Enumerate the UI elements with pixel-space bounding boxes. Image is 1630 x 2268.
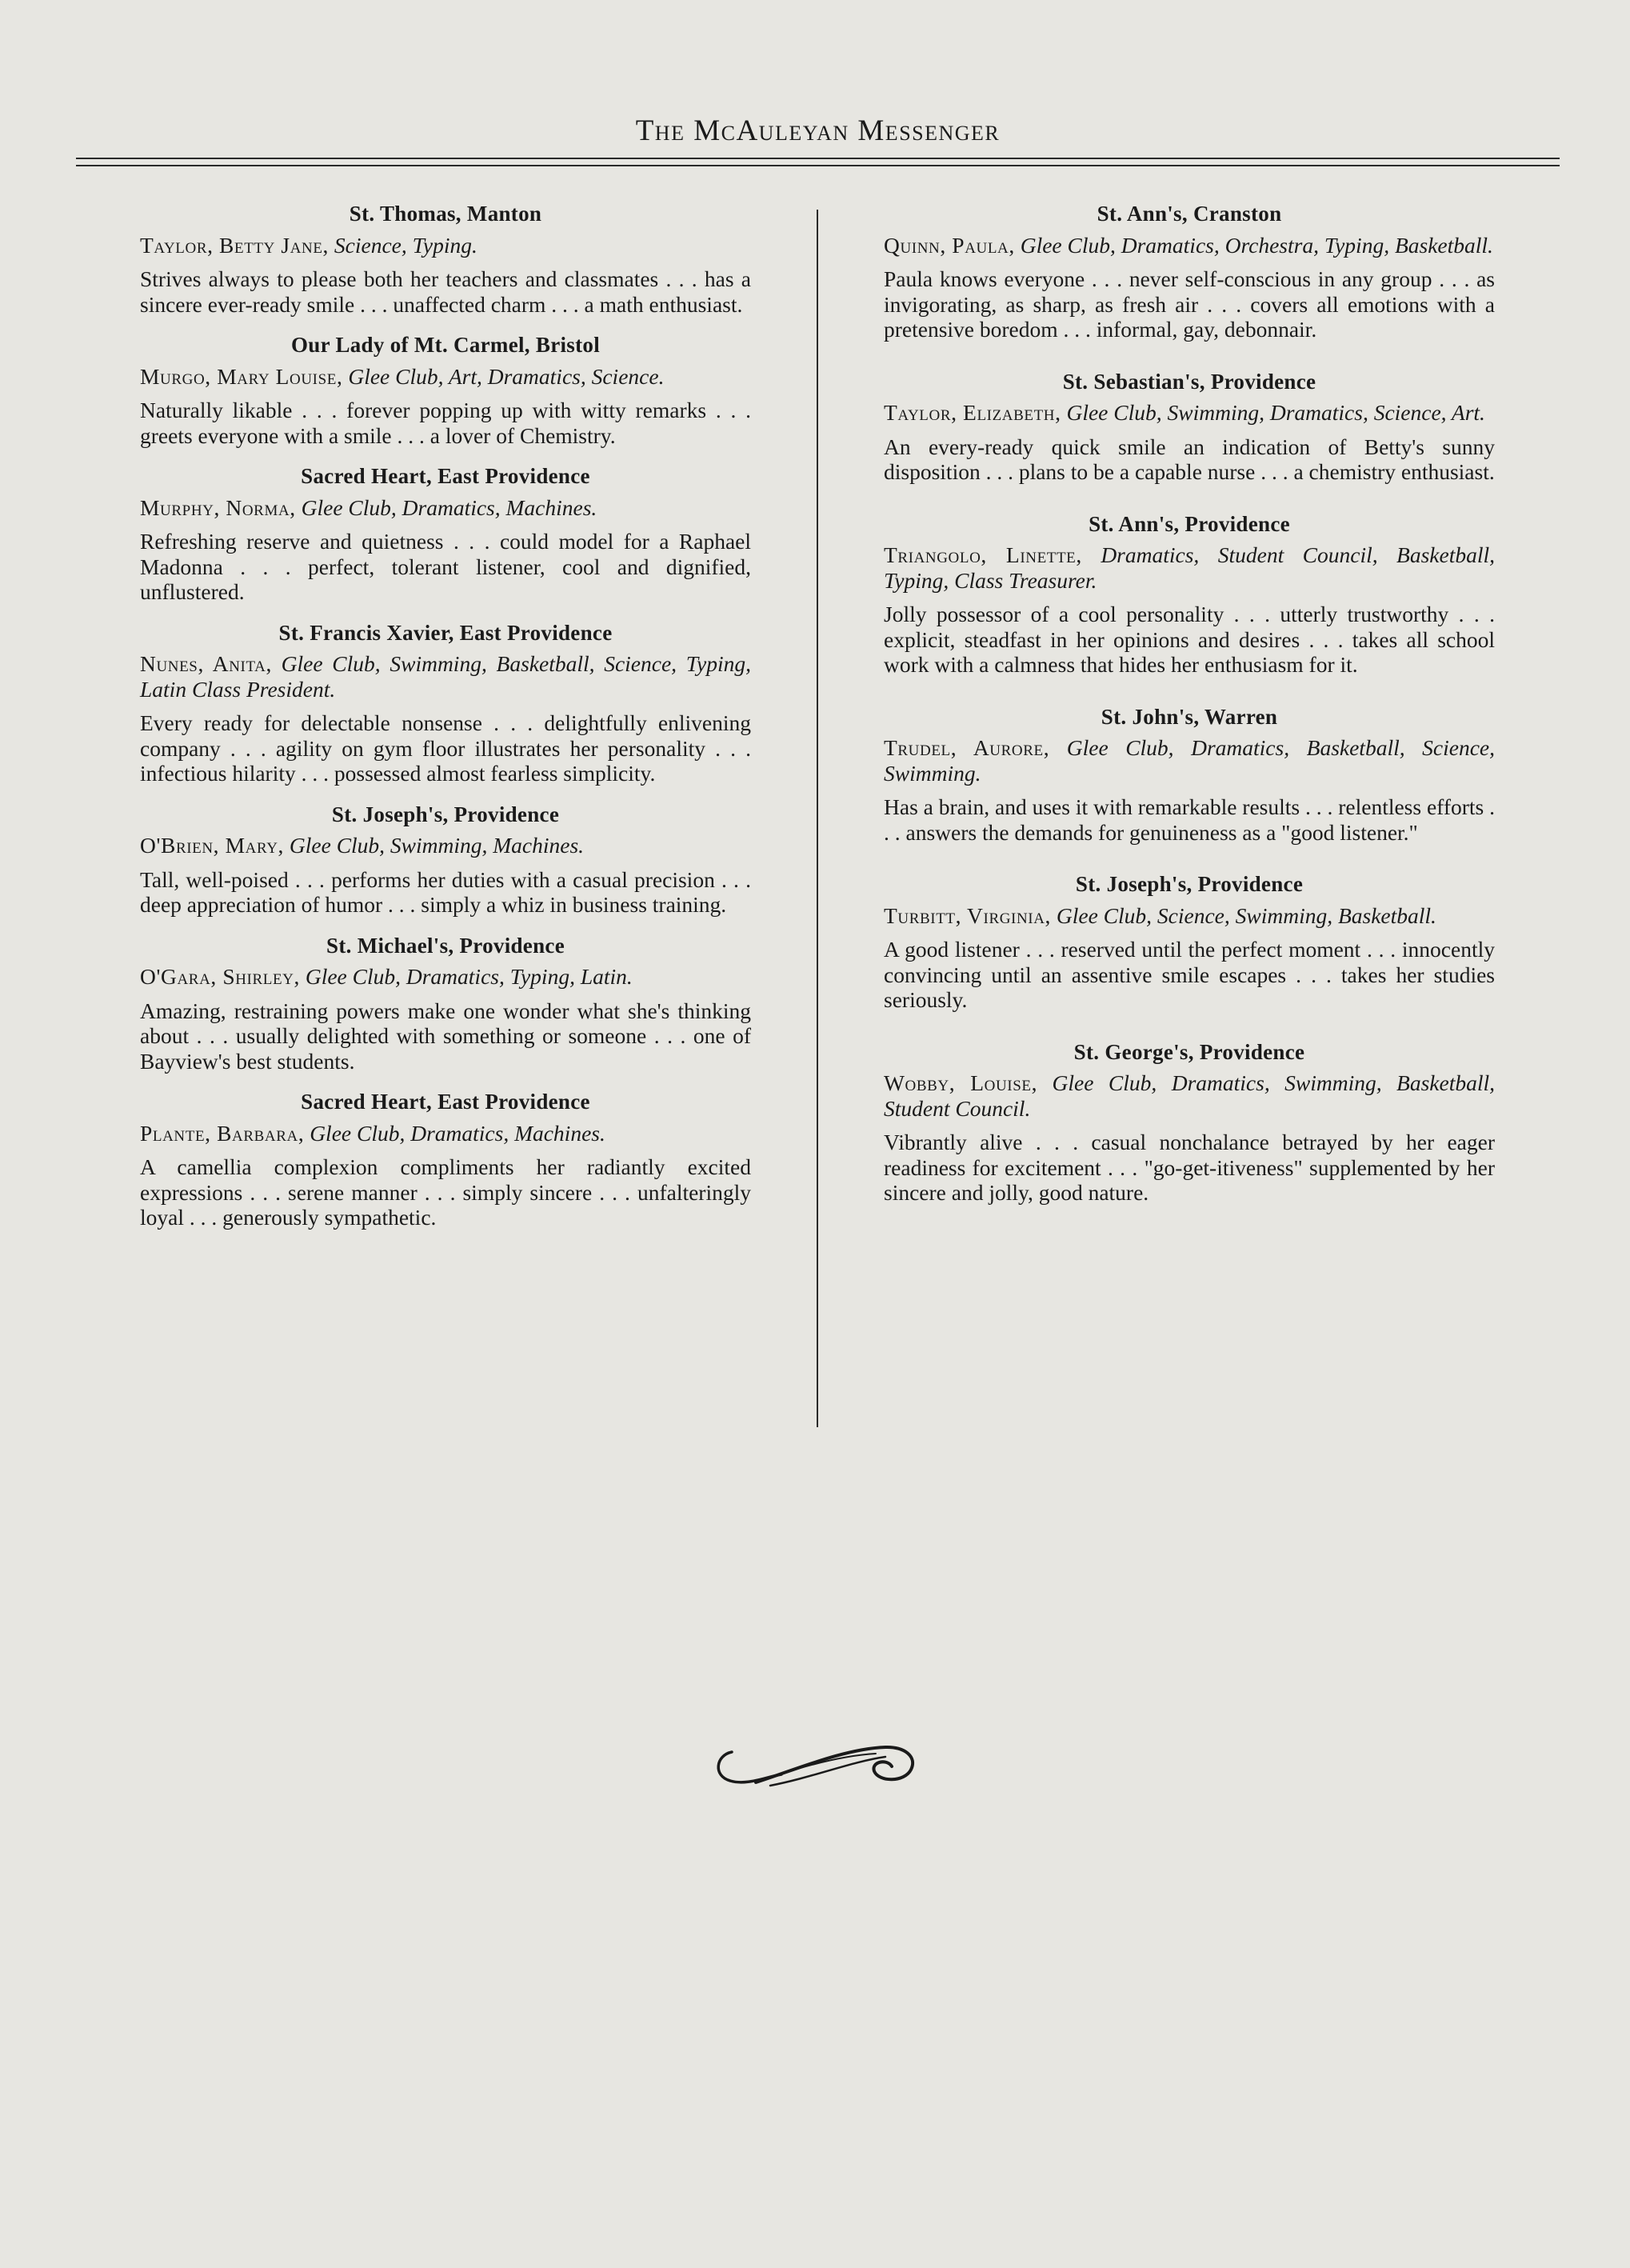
school-heading: St. Michael's, Providence <box>326 933 565 958</box>
student-name: Quinn, Paula, <box>884 232 1015 258</box>
student-activities: Glee Club, Dramatics, Swimming, Basketball, Student Council. <box>884 1070 1496 1121</box>
student-entry <box>140 202 751 317</box>
student-activities: Glee Club, Swimming, Dramatics, Science, Art. <box>1066 400 1485 425</box>
student-description: Paula knows everyone . . . never self-conscious in any group . . . as invigorating, as sharp, as fresh air . . . covers all emotions with a pretensive boredom . . . informal, gay, debonnair. <box>884 266 1495 342</box>
student-name: O'Gara, Shirley, <box>140 964 300 989</box>
student-line <box>884 903 1495 929</box>
student-activities: Glee Club, Dramatics, Typing, Latin. <box>305 964 633 989</box>
student-name: Turbitt, Virginia, <box>884 902 1052 928</box>
school-heading: Sacred Heart, East Providence <box>301 1090 590 1114</box>
student-line <box>140 233 751 258</box>
school-heading: St. Ann's, Cranston <box>1097 202 1282 226</box>
student-description: Tall, well-poised . . . performs her duties with a casual precision . . . deep appreciation of humor . . . simply a whiz in business training. <box>140 866 751 917</box>
student-activities: Glee Club, Swimming, Machines. <box>289 833 585 858</box>
student-name: Plante, Barbara, <box>140 1120 305 1146</box>
student-line <box>884 400 1495 426</box>
student-activities: Dramatics, Student Council, Basketball, Typing, Class Treasurer. <box>884 542 1495 593</box>
student-line <box>140 964 751 990</box>
student-line <box>140 651 751 702</box>
student-name: Nunes, Anita, <box>140 651 272 676</box>
student-line <box>884 542 1495 593</box>
school-heading: St. John's, Warren <box>1101 704 1278 729</box>
student-activities: Glee Club, Dramatics, Basketball, Science, Swimming. <box>884 735 1495 786</box>
student-description: A good listener . . . reserved until the perfect moment . . . innocently convincing until an assentive smile escapes . . . takes her studies seriously. <box>884 937 1495 1012</box>
student-line <box>140 495 751 521</box>
student-entry <box>884 202 1495 342</box>
header-rule-top <box>76 158 1560 159</box>
student-entry <box>884 705 1495 846</box>
student-entry <box>140 934 751 1074</box>
student-description: Every ready for delectable nonsense . . . delightfully enlivening company . . . agility on gym floor illustrates her personality . . . infectious hilarity . . . possessed almost fearless simplicity. <box>140 710 751 786</box>
student-description: A camellia complexion compliments her radiantly excited expressions . . . serene manner . . . simply sincere . . . unfalteringly loyal . . . generously sympathetic. <box>140 1154 751 1230</box>
student-entry <box>140 1090 751 1230</box>
student-description: An every-ready quick smile an indication of Betty's sunny disposition . . . plans to be a capable nurse . . . a chemistry enthusiast. <box>884 434 1495 484</box>
student-activities: Glee Club, Dramatics, Machines. <box>310 1120 605 1146</box>
student-line <box>140 364 751 390</box>
student-entry <box>140 802 751 918</box>
student-line <box>140 1121 751 1146</box>
student-line <box>884 233 1495 258</box>
student-name: Murphy, Norma, <box>140 494 296 520</box>
student-entry <box>884 512 1495 678</box>
header-rule-bottom <box>76 165 1560 166</box>
school-heading: St. Joseph's, Providence <box>1075 872 1304 896</box>
student-name: Taylor, Elizabeth, <box>884 400 1061 425</box>
student-entry <box>884 1040 1495 1206</box>
student-name: Taylor, Betty Jane, <box>140 232 330 258</box>
student-description: Naturally likable . . . forever popping up with witty remarks . . . greets everyone with a smile . . . a lover of Chemistry. <box>140 398 751 448</box>
student-line <box>140 833 751 858</box>
school-heading: St. Ann's, Providence <box>1089 511 1290 536</box>
student-name: Wobby, Louise, <box>884 1070 1038 1095</box>
student-activities: Glee Club, Swimming, Basketball, Science, Typing, Latin Class President. <box>140 651 751 702</box>
page-header: The McAuleyan Messenger <box>635 114 1001 147</box>
school-heading: St. George's, Providence <box>1073 1039 1305 1064</box>
student-activities: Glee Club, Science, Swimming, Basketball. <box>1056 902 1436 928</box>
student-description: Vibrantly alive . . . casual nonchalance betrayed by her eager readiness for excitement . . . "go-get-itiveness" supplemented by her sincere and jolly, good nature. <box>884 1130 1495 1205</box>
student-entry <box>140 464 751 605</box>
student-activities: Glee Club, Dramatics, Orchestra, Typing, Basketball. <box>1020 232 1493 258</box>
student-entry <box>884 370 1495 485</box>
student-name: Trudel, Aurore, <box>884 735 1050 760</box>
school-heading: Sacred Heart, East Providence <box>301 464 590 488</box>
student-activities: Glee Club, Art, Dramatics, Science. <box>348 363 665 389</box>
student-entry <box>140 333 751 448</box>
student-activities: Science, Typing. <box>334 232 477 258</box>
student-description: Jolly possessor of a cool personality . . . utterly trustworthy . . . explicit, steadfast in her opinions and desires . . . takes all school work with a calmness that hides her enthusiasm for it. <box>884 602 1495 677</box>
column-divider <box>817 210 818 1427</box>
student-description: Amazing, restraining powers make one wonder what she's thinking about . . . usually delighted with something or someone . . . one of Bayview's best students. <box>140 998 751 1074</box>
student-description: Refreshing reserve and quietness . . . could model for a Raphael Madonna . . . perfect, tolerant listener, cool and dignified, unflustered. <box>140 529 751 604</box>
student-name: Murgo, Mary Louise, <box>140 363 343 389</box>
student-activities: Glee Club, Dramatics, Machines. <box>301 494 597 520</box>
student-line <box>884 735 1495 786</box>
school-heading: St. Francis Xavier, East Providence <box>278 620 613 645</box>
student-entry <box>884 872 1495 1013</box>
school-heading: St. Thomas, Manton <box>349 202 542 226</box>
school-heading: Our Lady of Mt. Carmel, Bristol <box>290 333 600 357</box>
school-heading: St. Sebastian's, Providence <box>1062 369 1316 394</box>
student-description: Strives always to please both her teachers and classmates . . . has a sincere ever-ready smile . . . unaffected charm . . . a math enthusiast. <box>140 266 751 317</box>
flourish-ornament <box>708 1738 930 1798</box>
student-name: Triangolo, Linette, <box>884 542 1082 567</box>
left-column <box>140 202 751 1230</box>
student-description: Has a brain, and uses it with remarkable results . . . relentless efforts . . . answers the demands for genuineness as a "good listener." <box>884 794 1495 845</box>
student-line <box>884 1070 1495 1121</box>
school-heading: St. Joseph's, Providence <box>331 802 560 826</box>
student-name: O'Brien, Mary, <box>140 833 285 858</box>
student-entry <box>140 621 751 786</box>
right-column <box>884 202 1495 1206</box>
